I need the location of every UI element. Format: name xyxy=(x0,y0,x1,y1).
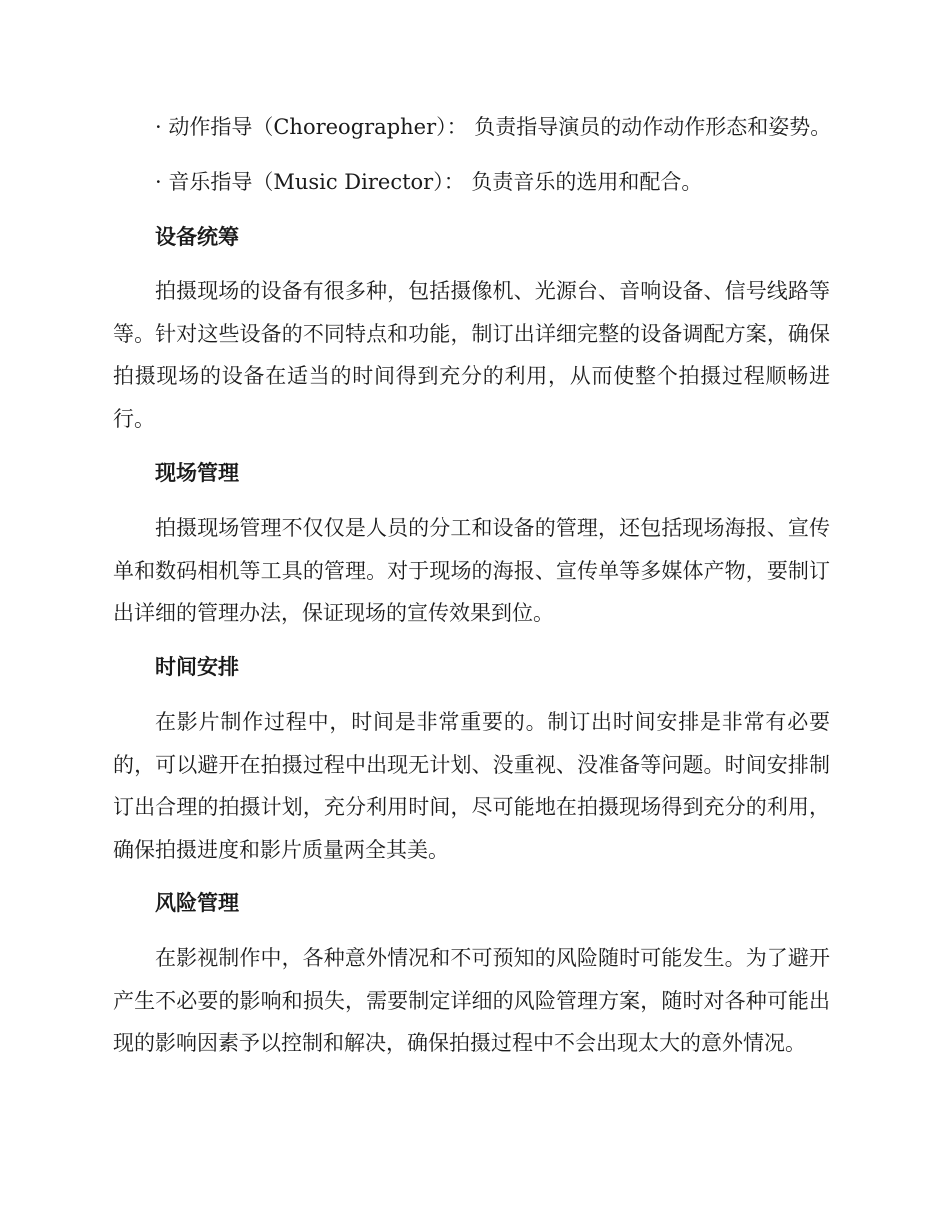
paragraph-site-management: 拍摄现场管理不仅仅是人员的分工和设备的管理，还包括现场海报、宣传单和数码相机等工具的管理。对于现场的海报、宣传单等多媒体产物，要制订出详细的管理办法，保证现场的宣传效果到位。 xyxy=(113,516,830,625)
bullet-music-director: · 音乐指导（Music Director）： 负责音乐的选用和配合。 xyxy=(155,170,703,194)
paragraph-risk-management: 在影视制作中，各种意外情况和不可预知的风险随时可能发生。为了避开产生不必要的影响和损失，需要制定详细的风险管理方案，随时对各种可能出现的影响因素予以控制和解决，确保拍摄过程中不会出现太大的意外情况。 xyxy=(113,946,830,1055)
heading-equipment: 设备统筹 xyxy=(155,225,239,249)
paragraph-equipment: 拍摄现场的设备有很多种，包括摄像机、光源台、音响设备、信号线路等等。针对这些设备的不同特点和功能，制订出详细完整的设备调配方案，确保拍摄现场的设备在适当的时间得到充分的利用，从而使整个拍摄过程顺畅进行。 xyxy=(113,279,830,431)
paragraph-schedule: 在影片制作过程中，时间是非常重要的。制订出时间安排是非常有必要的，可以避开在拍摄过程中出现无计划、没重视、没准备等问题。时间安排制订出合理的拍摄计划，充分利用时间，尽可能地在拍摄现场得到充分的利用，确保拍摄进度和影片质量两全其美。 xyxy=(113,710,830,862)
bullet-choreographer: · 动作指导（Choreographer）： 负责指导演员的动作动作形态和姿势。 xyxy=(155,115,832,139)
heading-site-management: 现场管理 xyxy=(155,461,239,485)
heading-schedule: 时间安排 xyxy=(155,655,239,679)
heading-risk-management: 风险管理 xyxy=(155,891,239,915)
